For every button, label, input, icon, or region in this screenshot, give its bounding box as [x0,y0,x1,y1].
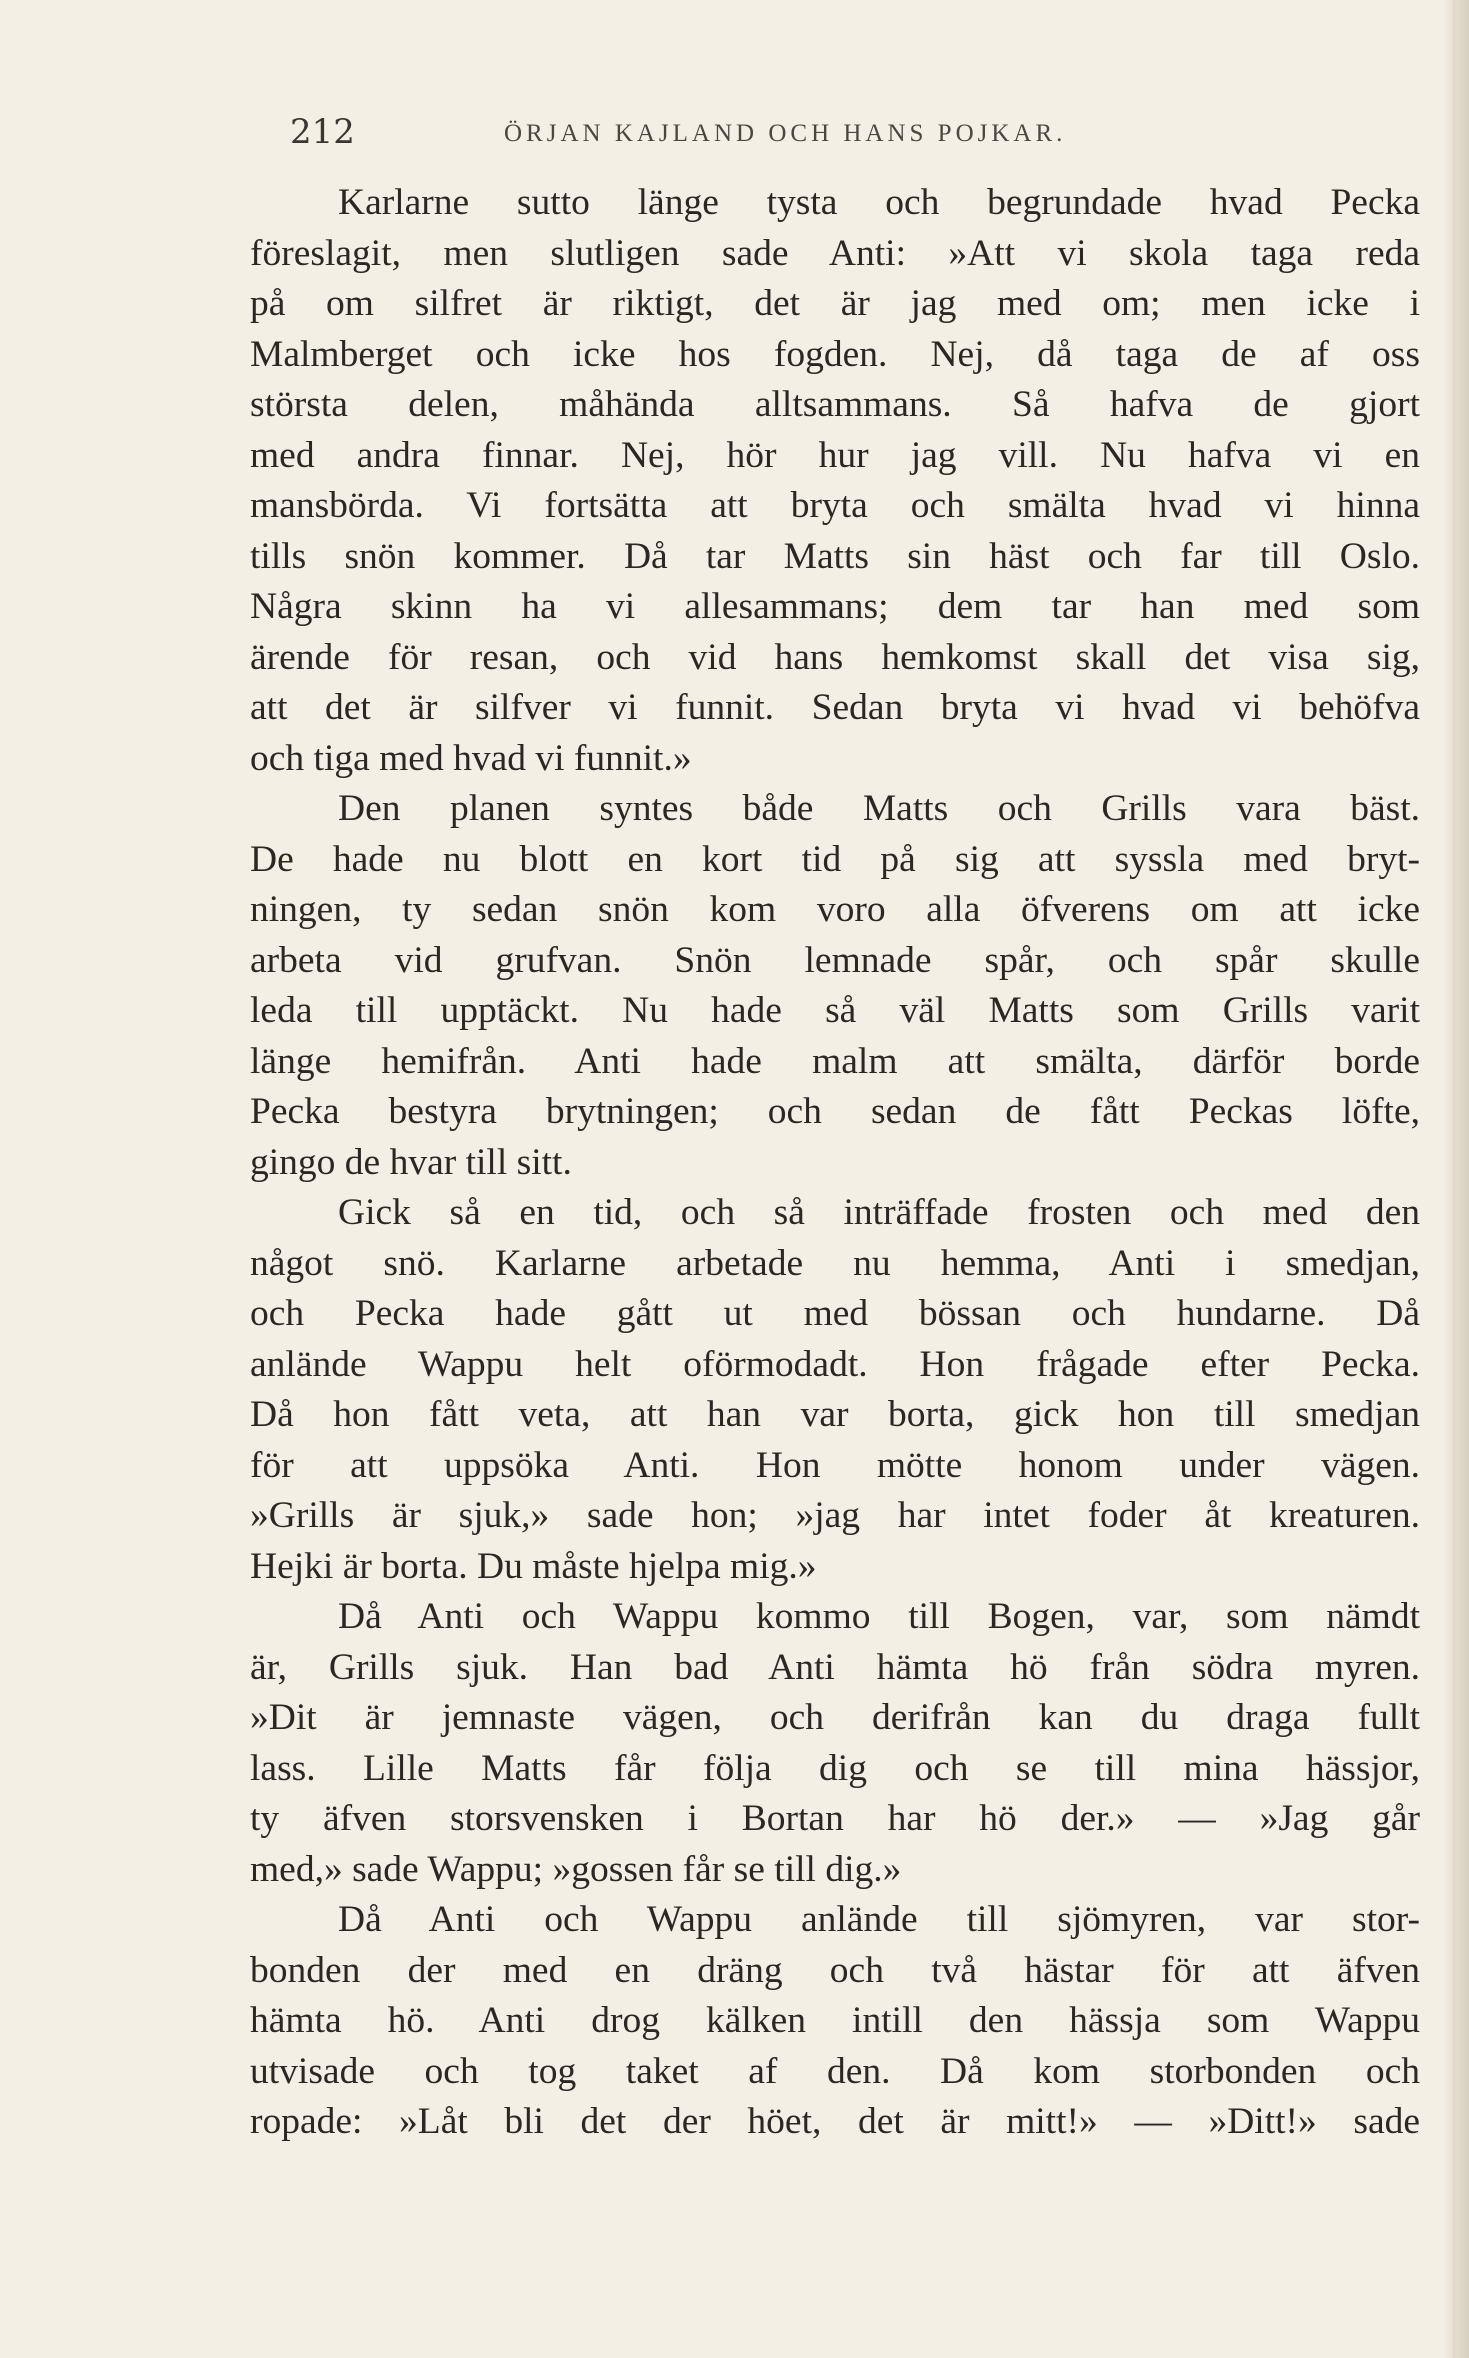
text-line: för att uppsöka Anti. Hon mötte honom under vägen. [250,1444,1420,1486]
page-header [250,108,1420,156]
text-line: Då hon fått veta, att han var borta, gick hon till smedjan [250,1394,1420,1435]
text-line: ty äfven storsvensken i Bortan har hö der.» — »Jag går [250,1798,1420,1839]
text-line: arbeta vid grufvan. Snön lemnade spår, och spår skulle [250,939,1420,981]
text-line: ningen, ty sedan snön kom voro alla öfverens om att icke [250,889,1420,930]
text-line: bonden der med en dräng och två hästar för att äfven [250,1949,1420,1991]
paragraph [250,784,1420,1188]
text-line: något snö. Karlarne arbetade nu hemma, Anti i smedjan, [250,1242,1420,1284]
text-line: Då Anti och Wappu anlände till sjömyren, var stor- [338,1899,1420,1940]
text-line: och Pecka hade gått ut med bössan och hundarne. Då [250,1293,1420,1334]
text-line: Gick så en tid, och så inträffade frosten och med den [338,1192,1420,1233]
text-line: lass. Lille Matts får följa dig och se till mina hässjor, [250,1747,1420,1789]
running-head: ÖRJAN KAJLAND OCH HANS POJKAR. [504,120,1067,147]
text-line: Pecka bestyra brytningen; och sedan de fått Peckas löfte, [250,1091,1420,1132]
text-line: De hade nu blott en kort tid på sig att syssla med bryt- [250,838,1420,880]
page-edge [1443,0,1469,2358]
text-line: anlände Wappu helt oförmodadt. Hon frågade efter Pecka. [250,1343,1420,1385]
text-line: »Grills är sjuk,» sade hon; »jag har intet foder åt kreaturen. [250,1495,1420,1536]
text-line: mansbörda. Vi fortsätta att bryta och smälta hvad vi hinna [250,485,1420,526]
text-line: tills snön kommer. Då tar Matts sin häst och far till Oslo. [250,535,1420,577]
text-line: att det är silfver vi funnit. Sedan bryta vi hvad vi behöfva [250,687,1420,728]
text-line: leda till upptäckt. Nu hade så väl Matts som Grills varit [250,990,1420,1031]
paragraph [250,1592,1420,1895]
text-line: gingo de hvar till sitt. [250,1141,572,1183]
text-line: Några skinn ha vi allesammans; dem tar han med som [250,586,1420,627]
body-text [250,178,1420,2148]
text-line: Hejki är borta. Du måste hjelpa mig.» [250,1545,817,1587]
paragraph [250,178,1420,784]
text-line: är, Grills sjuk. Han bad Anti hämta hö från södra myren. [250,1646,1420,1688]
text-line: föreslagit, men slutligen sade Anti: »Att vi skola taga reda [250,232,1420,274]
paragraph [250,1188,1420,1592]
text-line: Karlarne sutto länge tysta och begrundade hvad Pecka [338,182,1420,223]
text-line: ropade: »Låt bli det der höet, det är mitt!» — »Ditt!» sade [250,2101,1420,2142]
text-line: med andra finnar. Nej, hör hur jag vill. Nu hafva vi en [250,434,1420,476]
text-line: Då Anti och Wappu kommo till Bogen, var, som nämdt [338,1596,1420,1637]
text-line: hämta hö. Anti drog kälken intill den hässja som Wappu [250,2000,1420,2041]
paragraph [250,1895,1420,2148]
text-line: Den planen syntes både Matts och Grills vara bäst. [338,788,1420,829]
text-line: och tiga med hvad vi funnit.» [250,737,692,779]
text-line: länge hemifrån. Anti hade malm att smälta, därför borde [250,1040,1420,1082]
text-line: ärende för resan, och vid hans hemkomst skall det visa sig, [250,636,1420,678]
page-number: 212 [290,112,355,152]
text-line: utvisade och tog taket af den. Då kom storbonden och [250,2050,1420,2092]
text-line: största delen, måhända alltsammans. Så hafva de gjort [250,384,1420,425]
text-line: med,» sade Wappu; »gossen får se till dig.» [250,1848,902,1890]
text-line: »Dit är jemnaste vägen, och derifrån kan du draga fullt [250,1697,1420,1738]
page-edge-line [1453,0,1455,2358]
text-line: Malmberget och icke hos fogden. Nej, då taga de af oss [250,333,1420,375]
text-line: på om silfret är riktigt, det är jag med om; men icke i [250,283,1420,324]
